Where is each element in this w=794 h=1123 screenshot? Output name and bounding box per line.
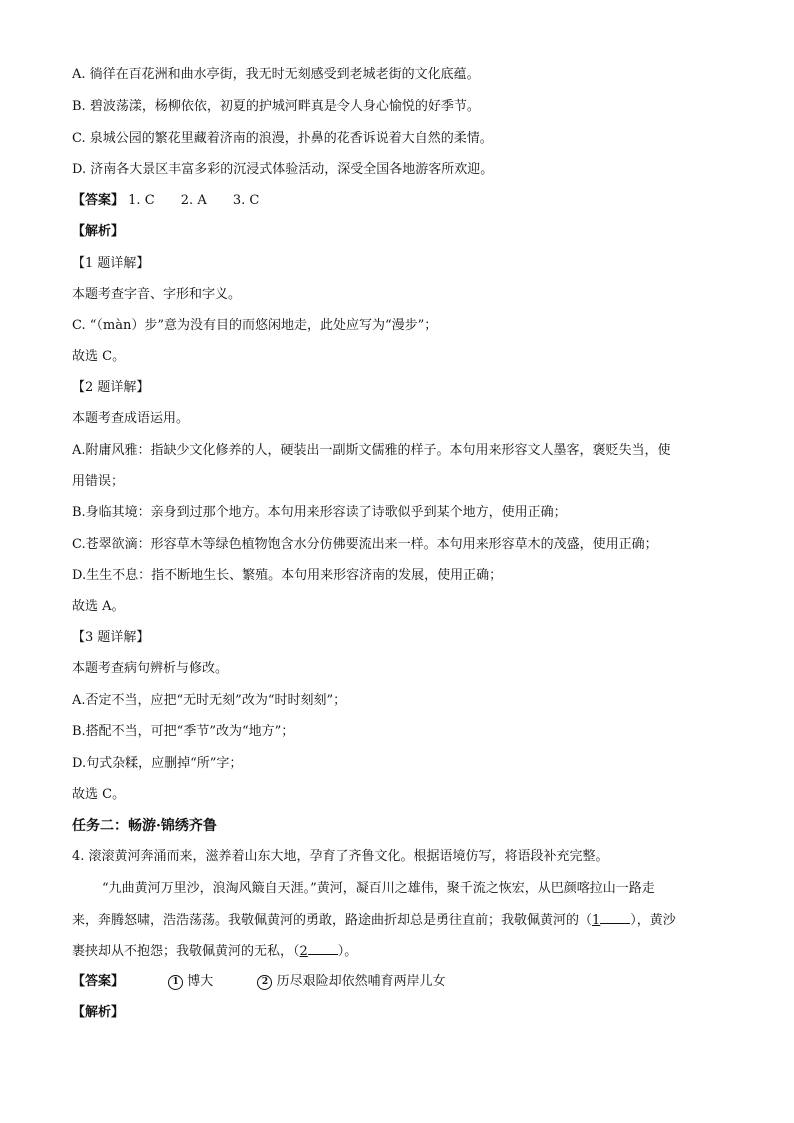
passage-line-3 bbox=[72, 942, 357, 961]
detail3-intro: 本题考查病句辨析与修改。 bbox=[72, 661, 229, 676]
detail3-b: B.搭配不当，可把“季节”改为“地方”； bbox=[72, 724, 295, 739]
detail2-b: B.身临其境：亲身到过那个地方。本句用来形容读了诗歌似乎到某个地方，使用正确； bbox=[72, 505, 567, 520]
answer-4-2: 历尽艰险却依然哺育两岸儿女 bbox=[276, 974, 446, 989]
analysis-label: 【解析】 bbox=[72, 224, 125, 239]
detail3-conclusion: 故选 C。 bbox=[72, 787, 126, 802]
detail3-heading: 【3 题详解】 bbox=[72, 630, 150, 645]
answer-item-1: 1. C bbox=[128, 193, 155, 208]
option-b: B. 碧波荡漾，杨柳依依，初夏的护城河畔真是令人身心愉悦的好季节。 bbox=[72, 99, 480, 114]
detail2-d: D.生生不息：指不断地生长、繁殖。本句用来形容济南的发展，使用正确； bbox=[72, 568, 503, 583]
detail1-conclusion: 故选 C。 bbox=[72, 349, 126, 364]
passage-line-2-pre: 来，奔腾怒啸，浩浩荡荡。我敬佩黄河的勇敢，路途曲折却总是勇往直前；我敬佩黄河的（ bbox=[72, 913, 593, 928]
question-4: 4. 滚滚黄河奔涌而来，滋养着山东大地，孕育了齐鲁文化。根据语境仿写，将语段补充完整。 bbox=[72, 849, 609, 864]
answer-label: 【答案】 bbox=[72, 193, 125, 208]
answer-4-1: 博大 bbox=[187, 974, 214, 989]
passage-line-2 bbox=[72, 911, 676, 930]
task2-title: 任务二：畅游·锦绣齐鲁 bbox=[72, 818, 217, 834]
detail1-c: C. “（màn）步”意为没有目的而悠闲地走，此处应写为“漫步”； bbox=[72, 318, 438, 333]
detail2-a-line2: 用错误； bbox=[72, 474, 125, 489]
detail3-a: A.否定不当，应把“无时无刻”改为“时时刻刻”； bbox=[72, 693, 347, 708]
detail1-intro: 本题考查字音、字形和字义。 bbox=[72, 287, 242, 302]
answer-num-2: 2 bbox=[257, 975, 272, 990]
blank-2-label: 2 bbox=[299, 944, 308, 959]
answer-item-2: 2. A bbox=[180, 193, 207, 208]
passage-line-3-pre: 裹挟却从不抱怨；我敬佩黄河的无私，（ bbox=[72, 944, 300, 959]
detail2-intro: 本题考查成语运用。 bbox=[72, 411, 190, 426]
answer-line-4 bbox=[72, 973, 446, 991]
passage-line-3-post: ）。 bbox=[337, 944, 358, 959]
blank-1-label: 1 bbox=[592, 913, 601, 928]
detail2-c: C.苍翠欲滴：形容草木等绿色植物饱含水分仿佛要流出来一样。本句用来形容草木的茂盛，使用正确； bbox=[72, 537, 658, 552]
detail2-a-line1: A.附庸风雅：指缺少文化修养的人，硬装出一副斯文儒雅的样子。本句用来形容文人墨客，褒贬失当，使 bbox=[72, 443, 671, 458]
analysis-label-4: 【解析】 bbox=[72, 1005, 125, 1020]
blank-1 bbox=[600, 911, 630, 924]
detail2-heading: 【2 题详解】 bbox=[72, 380, 150, 395]
passage-line-1: “九曲黄河万里沙，浪淘风簸自天涯。”黄河，凝百川之雄伟，聚千流之恢宏，从巴颜喀拉山一路走 bbox=[102, 881, 655, 896]
detail1-heading: 【1 题详解】 bbox=[72, 256, 150, 271]
option-c: C. 泉城公园的繁花里藏着济南的浪漫，扑鼻的花香诉说着大自然的柔情。 bbox=[72, 131, 493, 146]
detail3-d: D.句式杂糅，应删掉“所”字； bbox=[72, 756, 243, 771]
option-d: D. 济南各大景区丰富多彩的沉浸式体验活动，深受全国各地游客所欢迎。 bbox=[72, 162, 494, 177]
answer-num-1: 1 bbox=[168, 975, 183, 990]
option-a: A. 徜徉在百花洲和曲水亭街，我无时无刻感受到老城老街的文化底蕴。 bbox=[72, 67, 480, 82]
answer-line-1 bbox=[72, 192, 259, 210]
passage-line-2-post: ），黄沙 bbox=[630, 913, 676, 928]
answer-label-4: 【答案】 bbox=[72, 974, 125, 989]
detail2-conclusion: 故选 A。 bbox=[72, 599, 125, 614]
answer-item-3: 3. C bbox=[232, 193, 260, 208]
blank-2 bbox=[308, 942, 338, 955]
